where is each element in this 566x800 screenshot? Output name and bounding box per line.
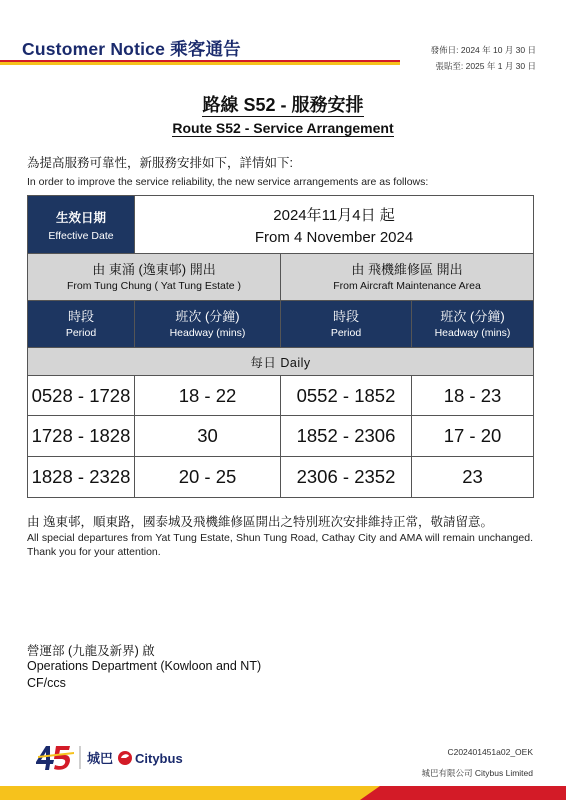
route-title-zh: 路線 S52 - 服務安排	[202, 95, 364, 115]
daily-label: 每日 Daily	[28, 348, 534, 376]
origin-aircraft-maintenance: 由 飛機維修區 開出 From Aircraft Maintenance Area	[281, 254, 534, 301]
table-row	[28, 416, 534, 457]
headway-cell: 18 - 22	[135, 376, 281, 416]
period-cell: 1728 - 1828	[28, 416, 135, 457]
route-title-en: Route S52 - Service Arrangement	[172, 120, 394, 136]
period-cell: 0528 - 1728	[28, 376, 135, 416]
period-header: 時段 Period	[28, 301, 135, 348]
notice-title: Customer Notice 乘客通告	[22, 39, 241, 59]
company-name: 城巴有限公司 Citybus Limited	[421, 768, 533, 778]
headway-cell: 23	[412, 457, 534, 498]
headway-cell: 17 - 20	[412, 416, 534, 457]
post-until-date: 張貼至: 2025 年 1 月 30 日	[435, 61, 536, 71]
special-departures-note-zh: 由 逸東邨，順東路，國泰城及飛機維修區開出之特別班次安排維持正常，敬請留意。	[27, 515, 493, 529]
header-rule	[0, 60, 400, 65]
citybus-logo	[34, 742, 204, 772]
department-zh: 營運部 (九龍及新界) 啟	[27, 644, 155, 658]
origin-tung-chung: 由 東涌 (逸東邨) 開出 From Tung Chung ( Yat Tung Estate )	[28, 254, 281, 301]
footer-color-band	[0, 786, 566, 800]
intro-en: In order to improve the service reliability, the new service arrangements are as follows:	[27, 176, 429, 188]
period-cell: 1828 - 2328	[28, 457, 135, 498]
headway-cell: 18 - 23	[412, 376, 534, 416]
origin-row	[28, 254, 534, 301]
period-header: 時段 Period	[281, 301, 412, 348]
effective-row	[28, 196, 534, 254]
period-cell: 0552 - 1852	[281, 376, 412, 416]
intro-zh: 為提高服務可靠性，新服務安排如下，詳情如下:	[27, 156, 293, 170]
period-cell: 2306 - 2352	[281, 457, 412, 498]
headway-cell: 20 - 25	[135, 457, 281, 498]
logo-text-en: Citybus	[135, 751, 183, 766]
department-en: Operations Department (Kowloon and NT)	[27, 659, 262, 673]
document-reference: C202401451a02_OEK	[447, 747, 533, 757]
schedule-table	[27, 195, 534, 498]
headway-header: 班次 (分鐘) Headway (mins)	[135, 301, 281, 348]
period-cell: 1852 - 2306	[281, 416, 412, 457]
column-header-row	[28, 301, 534, 348]
effective-date-label: 生效日期 Effective Date	[28, 196, 135, 254]
reference-initials: CF/ccs	[27, 676, 66, 690]
table-row	[28, 376, 534, 416]
headway-header: 班次 (分鐘) Headway (mins)	[412, 301, 534, 348]
table-row	[28, 457, 534, 498]
special-departures-note-en: All special departures from Yat Tung Estate, Shun Tung Road, Cathay City and AMA will remain unchanged. Thank you for your attention.	[27, 532, 533, 558]
effective-date-value: 2024年11月4日 起 From 4 November 2024	[135, 196, 534, 254]
issue-date: 發佈日: 2024 年 10 月 30 日	[430, 45, 536, 55]
headway-cell: 30	[135, 416, 281, 457]
daily-row	[28, 348, 534, 376]
logo-text-zh: 城巴	[87, 752, 114, 767]
